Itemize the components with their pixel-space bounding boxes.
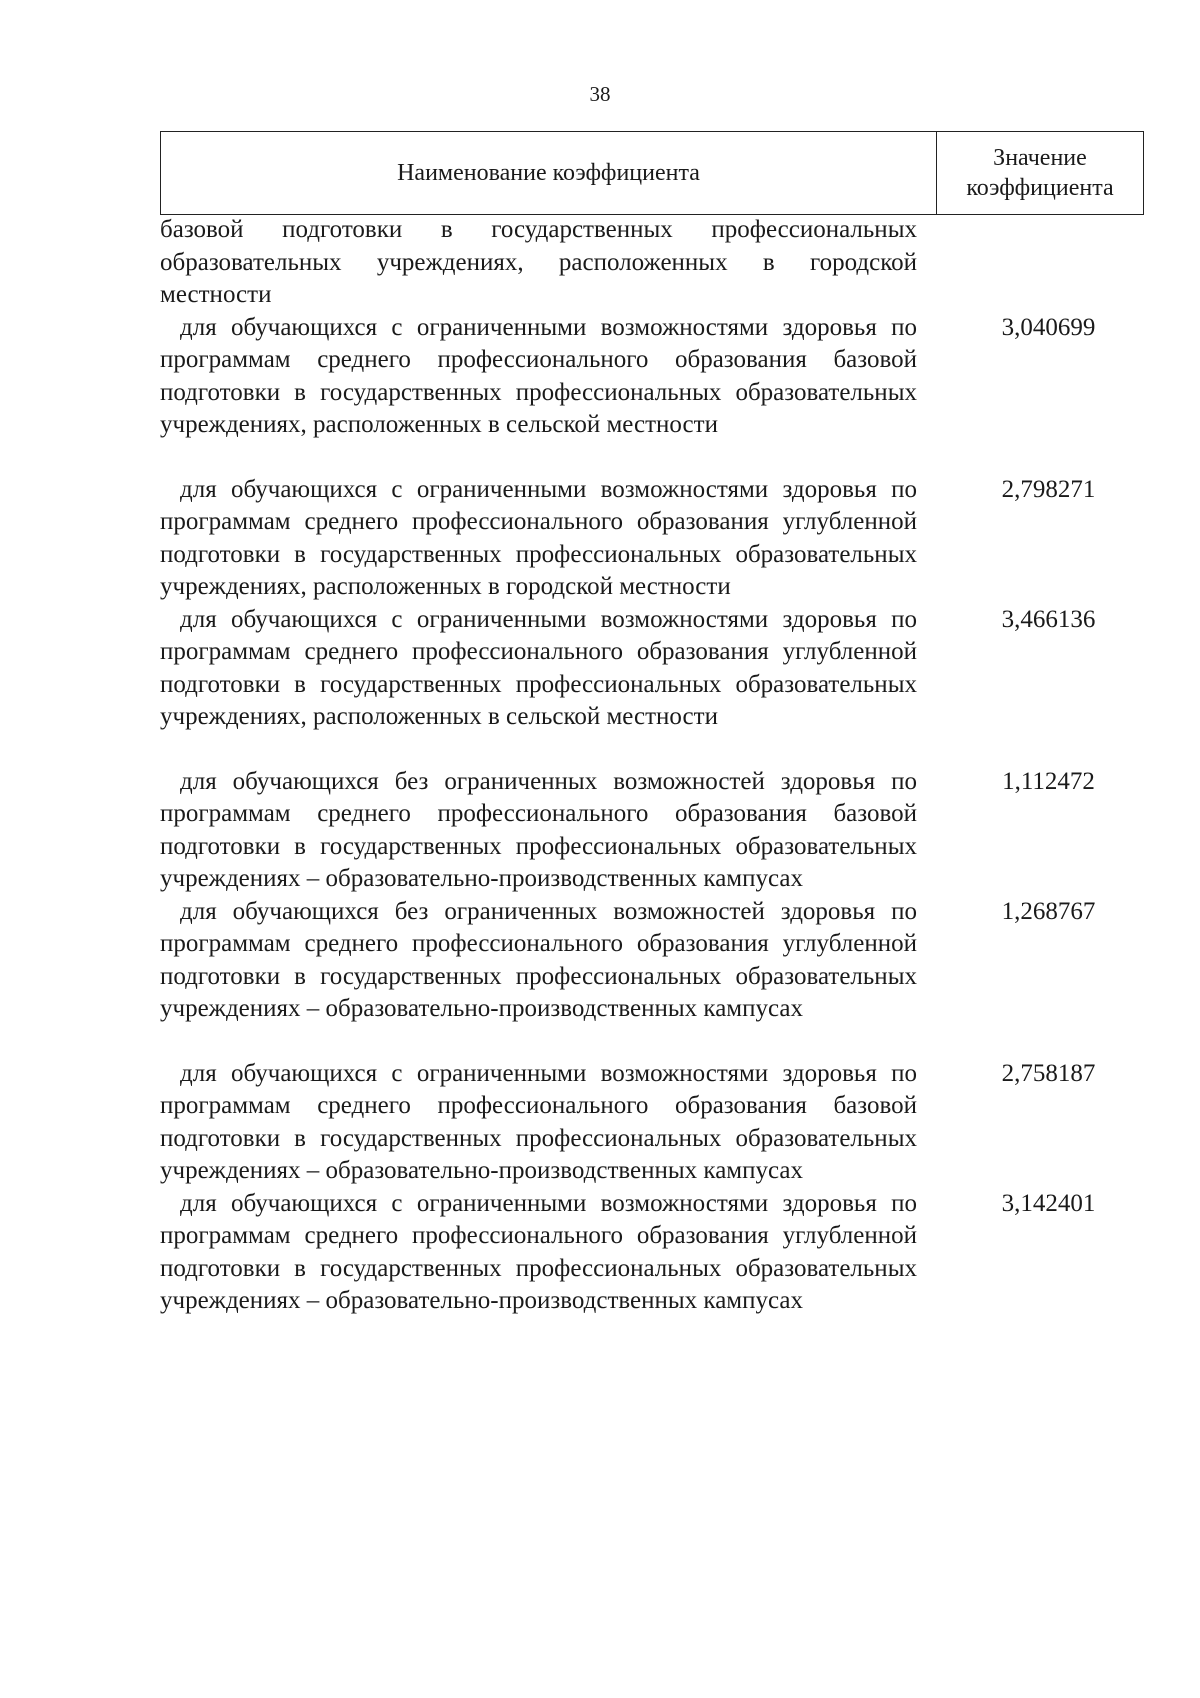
coefficient-value: 2,758187 bbox=[1001, 1059, 1096, 1087]
coefficient-name: для обучающихся без ограниченных возможностей здоровья по программам среднего профессионального образования углубленной подготовки в государственных профессиональных образовательных учреждениях – образовательно-производственных кампусах bbox=[160, 897, 917, 1022]
coefficient-name: для обучающихся без ограниченных возможностей здоровья по программам среднего профессионального образования базовой подготовки в государственных профессиональных образовательных учреждениях – образовательно-производственных кампусах bbox=[160, 767, 917, 892]
coefficient-name: для обучающихся с ограниченными возможностями здоровья по программам среднего профессионального образования углубленной подготовки в государственных профессиональных образовательных учреждениях, расположенных в городской местности bbox=[160, 475, 917, 600]
coefficient-value bbox=[917, 214, 1160, 312]
coefficient-value: 3,142401 bbox=[1001, 1189, 1096, 1217]
column-header-value bbox=[937, 132, 1143, 214]
coefficient-value: 2,798271 bbox=[1001, 475, 1096, 503]
page-number: 38 bbox=[589, 82, 611, 106]
coefficient-value: 3,040699 bbox=[1001, 313, 1096, 341]
coefficient-name: для обучающихся с ограниченными возможностями здоровья по программам среднего профессионального образования углубленной подготовки в государственных профессиональных образовательных учреждениях, расположенных в сельской местности bbox=[160, 605, 917, 730]
coefficient-value: 1,268767 bbox=[1001, 897, 1096, 925]
table-row bbox=[160, 1058, 1160, 1188]
table-row bbox=[160, 1188, 1160, 1318]
table-row bbox=[160, 214, 1160, 312]
coefficient-value: 1,112472 bbox=[1002, 767, 1095, 795]
coefficient-name: для обучающихся с ограниченными возможностями здоровья по программам среднего профессионального образования базовой подготовки в государственных профессиональных образовательных учреждениях – образовательно-производственных кампусах bbox=[160, 1059, 917, 1184]
column-header-name: Наименование коэффициента bbox=[161, 132, 937, 214]
column-header-value-line1: Значение bbox=[993, 145, 1087, 171]
column-header-value-line2: коэффициента bbox=[966, 175, 1114, 201]
coefficient-value: 3,466136 bbox=[1001, 605, 1096, 633]
table-row bbox=[160, 604, 1160, 734]
coefficient-name: для обучающихся с ограниченными возможностями здоровья по программам среднего профессионального образования базовой подготовки в государственных профессиональных образовательных учреждениях, расположенных в сельской местности bbox=[160, 313, 917, 438]
table-row bbox=[160, 896, 1160, 1026]
table-row bbox=[160, 766, 1160, 896]
table-header bbox=[160, 131, 1144, 215]
coefficient-table-body bbox=[160, 214, 1160, 1318]
table-row bbox=[160, 474, 1160, 604]
coefficient-name: базовой подготовки в государственных профессиональных образовательных учреждениях, расположенных в городской местности bbox=[160, 216, 917, 308]
coefficient-name: для обучающихся с ограниченными возможностями здоровья по программам среднего профессионального образования углубленной подготовки в государственных профессиональных образовательных учреждениях – образовательно-производственных кампусах bbox=[160, 1189, 917, 1314]
table-row bbox=[160, 312, 1160, 442]
